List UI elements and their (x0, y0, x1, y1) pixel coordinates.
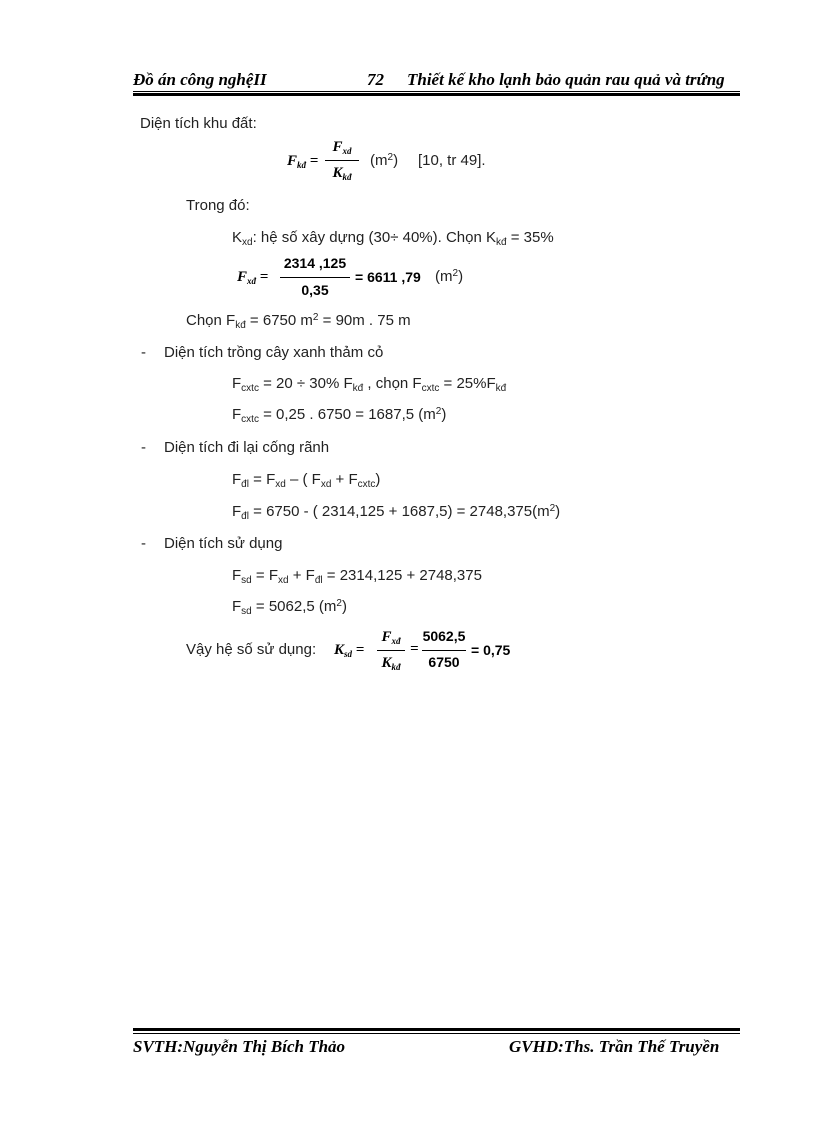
header-rule-thin (133, 91, 740, 92)
eq3-lhs: Ksd = (334, 642, 365, 659)
circulation-area-heading: Diện tích đi lại cống rãnh (164, 439, 330, 456)
footer-right: GVHD:Ths. Trần Thế Truyền (509, 1037, 720, 1056)
usage-area-heading: Diện tích sử dụng (164, 535, 283, 552)
chosen-land-area: Chọn $F_{kđ} = 6750$ $m^2 = 90m$ . 75 m (186, 312, 411, 331)
eq3-fraction-bar1 (377, 650, 405, 651)
footer-rule-thin (133, 1033, 740, 1034)
header-left: Đồ án công nghệII (133, 70, 267, 89)
circulation-area-formula: $F_{đl} = F_{xd}$ – ( $F_{xd} + F_{cxtc}$) (232, 471, 381, 490)
bullet-dash: - (141, 344, 146, 361)
header-rule-thick (133, 93, 740, 96)
eq2-denominator: 0,35 (301, 282, 329, 298)
eq1-denominator: Kkđ (332, 165, 352, 182)
eq3-denominator2: 6750 (428, 654, 460, 670)
green-area-heading: Diện tích trồng cây xanh thảm cỏ (164, 344, 384, 361)
eq2-lhs: Fxđ = (237, 269, 269, 286)
eq3-numerator1: Fxđ (381, 629, 401, 646)
circulation-area-value: $F_{đl} = 6750$ - ( $2314,125 + 1687,5) = 2748,375(m^2)$ (232, 503, 561, 522)
eq3-denominator1: Kkđ (381, 655, 401, 672)
building-coefficient-line: $K_{xd}$: hệ số xây dựng (30÷ 40%). Chọn $K_{kđ} = 35\%$ (232, 229, 554, 248)
bullet-dash: - (141, 535, 146, 552)
eq1-unit: $(m^2)$ (370, 152, 399, 169)
footer-rule-thick (133, 1028, 740, 1031)
eq2-result: = 6611 ,79 (355, 269, 421, 285)
eq2-fraction-bar (280, 277, 350, 278)
eq1-lhs: Fkđ = (287, 153, 319, 170)
footer-left: SVTH:Nguyễn Thị Bích Thảo (133, 1037, 346, 1056)
green-area-formula: $F_{cxtc} = 20 \div 30\%$ $F_{kđ}$ , chọn $F_{cxtc} = 25\%F_{kđ}$ (232, 375, 507, 394)
bullet-dash: - (141, 439, 146, 456)
usage-coefficient-label: Vậy hệ số sử dụng: (186, 641, 317, 658)
eq1-reference: [10, tr 49]. (418, 152, 486, 169)
eq2-numerator: 2314 ,125 (283, 255, 347, 271)
usage-area-value: $F_{sd} = 5062,5$ $(m^2)$ (232, 598, 347, 617)
usage-area-formula: $F_{sd} = F_{xd} + F_{đl} = 2314,125 + 2748,375$ (232, 567, 482, 586)
eq1-numerator: Fxd (332, 139, 352, 156)
eq2-unit: $(m^2)$ (435, 268, 464, 285)
eq1-fraction-bar (325, 160, 359, 161)
where-label: Trong đó: (186, 197, 250, 214)
eq3-numerator2: 5062,5 (422, 628, 466, 644)
header-right: Thiết kế kho lạnh bảo quản rau quả và trứng (407, 70, 725, 89)
eq3-fraction-bar2 (422, 650, 466, 651)
green-area-value: $F_{cxtc} = 0,25$ . 6750 = 1687,5 $(m^2)$ (232, 406, 447, 425)
eq3-equals: = (410, 641, 419, 657)
land-area-label: Diện tích khu đất: (140, 115, 257, 132)
eq3-result: = 0,75 (471, 642, 511, 658)
page-number: 72 (367, 70, 384, 89)
